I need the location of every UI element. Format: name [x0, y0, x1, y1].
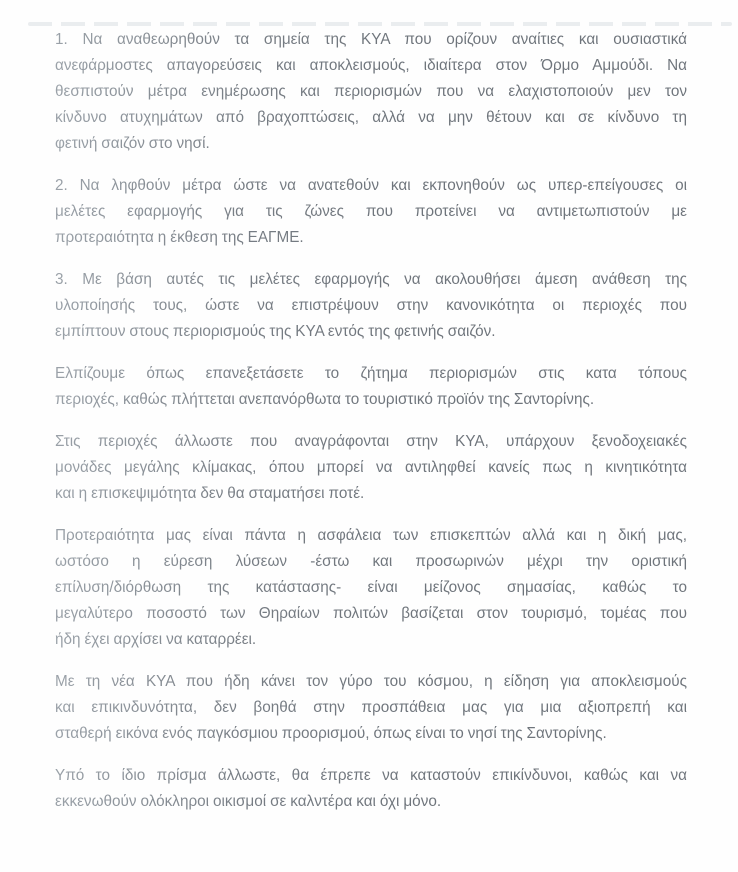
text-line: 1. Να αναθεωρηθούν τα σημεία της ΚΥΑ που ορίζουν αναίτιες και ουσιαστικά [55, 27, 687, 53]
document-body [55, 27, 687, 831]
text-line: Στις περιοχές άλλωστε που αναγράφονται στην ΚΥΑ, υπάρχουν ξενοδοχειακές [55, 429, 687, 455]
text-line: 2. Να ληφθούν μέτρα ώστε να ανατεθούν και εκπονηθούν ως υπερ-επείγουσες οι [55, 173, 687, 199]
text-line: προτεραιότητα η έκθεση της ΕΑΓΜΕ. [55, 225, 687, 251]
text-line: και επικινδυνότητα, δεν βοηθά στην προσπάθεια μας για μια αξιοπρεπή και [55, 695, 687, 721]
text-line: Προτεραιότητα μας είναι πάντα η ασφάλεια των επισκεπτών αλλά και η δική μας, [55, 523, 687, 549]
scan-noise-artifact [28, 22, 732, 26]
paragraph [55, 267, 687, 345]
paragraph [55, 669, 687, 747]
paragraph [55, 523, 687, 653]
text-line: εκκενωθούν ολόκληροι οικισμοί σε καλντέρα και όχι μόνο. [55, 789, 687, 815]
text-line: θεσπιστούν μέτρα ενημέρωσης και περιορισμών που να ελαχιστοποιούν μεν τον [55, 79, 687, 105]
text-line: μονάδες μεγάλης κλίμακας, όπου μπορεί να αντιληφθεί κανείς πως η κινητικότητα [55, 455, 687, 481]
text-line: Με τη νέα ΚΥΑ που ήδη κάνει τον γύρο του κόσμου, η είδηση για αποκλεισμούς [55, 669, 687, 695]
text-line: Υπό το ίδιο πρίσμα άλλωστε, θα έπρεπε να καταστούν επικίνδυνοι, καθώς και να [55, 763, 687, 789]
text-line: ανεφάρμοστες απαγορεύσεις και αποκλεισμούς, ιδιαίτερα στον Όρμο Αμμούδι. Να [55, 53, 687, 79]
text-line: εμπίπτουν στους περιορισμούς της ΚΥΑ εντός της φετινής σαιζόν. [55, 319, 687, 345]
paragraph [55, 27, 687, 157]
text-line: σταθερή εικόνα ενός παγκόσμιου προορισμού, όπως είναι το νησί της Σαντορίνης. [55, 721, 687, 747]
text-line: επίλυση/διόρθωση της κατάστασης- είναι μείζονος σημασίας, καθώς το [55, 575, 687, 601]
text-line: φετινή σαιζόν στο νησί. [55, 131, 687, 157]
paragraph [55, 763, 687, 815]
text-line: 3. Με βάση αυτές τις μελέτες εφαρμογής να ακολουθήσει άμεση ανάθεση της [55, 267, 687, 293]
text-line: υλοποίησής τους, ώστε να επιστρέψουν στην κανονικότητα οι περιοχές που [55, 293, 687, 319]
text-line: ήδη έχει αρχίσει να καταρρέει. [55, 627, 687, 653]
text-line: ωστόσο η εύρεση λύσεων -έστω και προσωρινών μέχρι την οριστική [55, 549, 687, 575]
text-line: μελέτες εφαρμογής για τις ζώνες που προτείνει να αντιμετωπιστούν με [55, 199, 687, 225]
paragraph [55, 429, 687, 507]
text-line: και η επισκεψιμότητα δεν θα σταματήσει ποτέ. [55, 481, 687, 507]
paragraph [55, 361, 687, 413]
text-line: κίνδυνο ατυχημάτων από βραχοπτώσεις, αλλά να μην θέτουν και σε κίνδυνο τη [55, 105, 687, 131]
text-line: Ελπίζουμε όπως επανεξετάσετε το ζήτημα περιορισμών στις κατα τόπους [55, 361, 687, 387]
text-line: μεγαλύτερο ποσοστό των Θηραίων πολιτών βασίζεται στον τουρισμό, τομέας που [55, 601, 687, 627]
text-line: περιοχές, καθώς πλήττεται ανεπανόρθωτα το τουριστικό προϊόν της Σαντορίνης. [55, 387, 687, 413]
paragraph [55, 173, 687, 251]
